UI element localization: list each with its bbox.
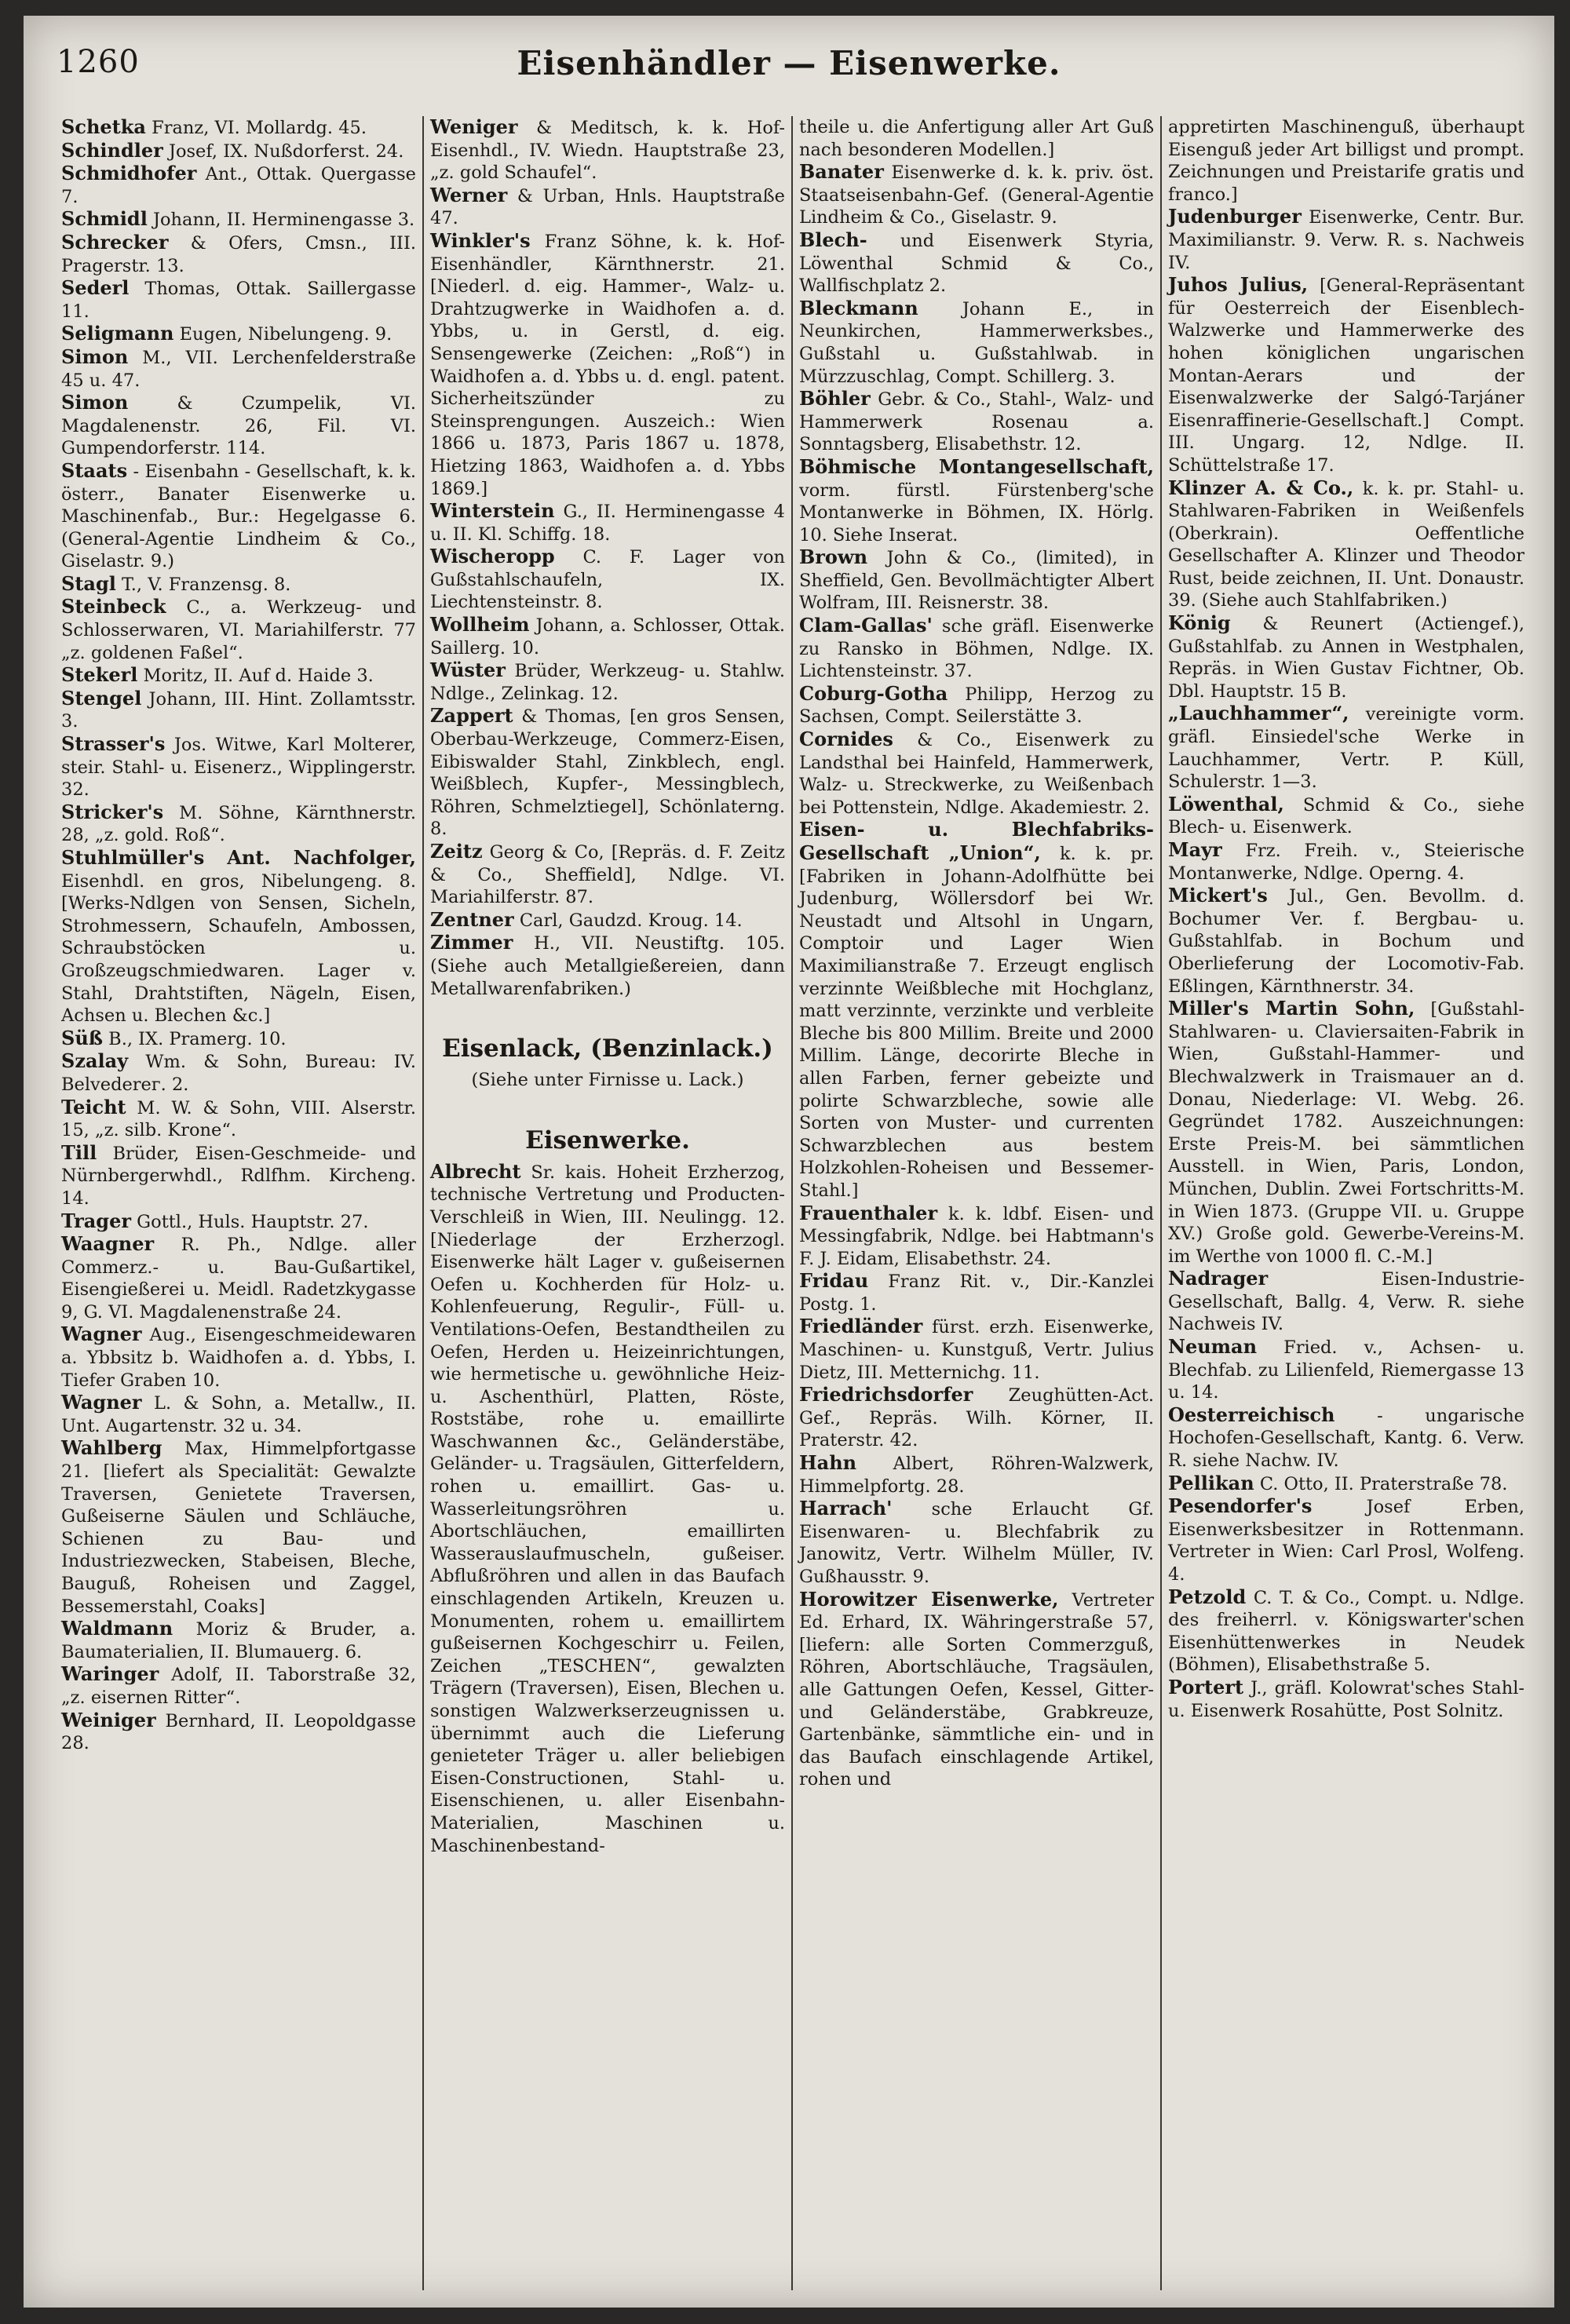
entry-details: Thomas, Ottak. Saillergasse 11. xyxy=(61,279,417,322)
entry-details: Jul., Gen. Bevollm. d. Bochumer Ver. f. Bergbau- u. Gußstahlfab. in Bochum und Oberlieferung der Locomotiv-Fab. Eßlingen, Kärnthnerstr. 34. xyxy=(1168,886,1524,997)
entry-name: Zimmer xyxy=(430,931,513,954)
entry-details: Ant., Ottak. Quergasse 7. xyxy=(61,164,416,207)
entry-details: Bernhard, II. Leopoldgasse 28. xyxy=(61,1710,416,1754)
entry-details: Johann E., in Neunkirchen, Hammerwerksbes., Gußstahl u. Gußstahlwab. in Mürzzuschlag, Compt. Schillerg. 3. xyxy=(799,298,1154,387)
directory-entry xyxy=(1168,477,1524,613)
directory-entry xyxy=(1168,274,1524,476)
entry-details: Brüder, Werkzeug- u. Stahlw. Ndlge., Zelinkag. 12. xyxy=(430,661,785,704)
entry-details: sche gräfl. Eisenwerke zu Ransko in Böhmen, Ndlge. IX. Lichtensteinstr. 37. xyxy=(799,616,1154,682)
directory-entry xyxy=(61,277,416,323)
entry-name: Zappert xyxy=(430,704,513,728)
column-4 xyxy=(1162,116,1531,2290)
entry-name: Brown xyxy=(799,545,868,569)
directory-entry xyxy=(1168,116,1524,206)
entry-name: Waldmann xyxy=(61,1617,173,1640)
directory-entry xyxy=(1168,1676,1524,1722)
entry-name: Stagl xyxy=(61,571,116,595)
entry-details: und Eisenwerk Styria, Löwenthal Schmid & Co., Wallfischplatz 2. xyxy=(799,230,1155,297)
directory-entry xyxy=(430,705,785,841)
entry-name: Schmidhofer xyxy=(61,162,197,185)
entry-name: Coburg-Gotha xyxy=(799,681,948,705)
entry-name: Wahlberg xyxy=(61,1436,162,1460)
entry-name: Weniger xyxy=(430,116,518,138)
entry-name: Szalay xyxy=(61,1049,129,1073)
directory-entry xyxy=(61,1096,416,1142)
entry-details: M. W. & Sohn, VIII. Alserstr. 15, „z. silb. Krone“. xyxy=(61,1097,416,1141)
entry-name: Teicht xyxy=(61,1095,126,1118)
directory-entry xyxy=(61,733,416,801)
entry-name: Wagner xyxy=(61,1391,142,1414)
entry-details: - Eisenbahn - Gesellschaft, k. k. österr., Banater Eisenwerke u. Maschinenfab., Bur.: Hegelgasse 6. (General-Agentie Lindheim & Co., Giselastr. 9.) xyxy=(61,461,416,572)
entry-name: Stekerl xyxy=(61,663,138,687)
columns xyxy=(55,116,1531,2290)
directory-entry xyxy=(61,1210,416,1234)
entry-details: Schmid & Co., siehe Blech- u. Eisenwerk. xyxy=(1168,794,1524,838)
entry-details: C. T. & Co., Compt. u. Ndlge. des freiherrl. v. Königswarter'schen Eisenhüttenwerkes in Neudek (Böhmen), Elisabethstraße 5. xyxy=(1168,1587,1524,1676)
entry-name: Stengel xyxy=(61,686,142,710)
directory-entry xyxy=(61,1323,416,1392)
entry-details: Johann, a. Schlosser, Ottak. Saillerg. 10. xyxy=(430,615,786,659)
entry-name: Werner xyxy=(430,183,508,206)
entry-name: Schmidl xyxy=(61,207,148,231)
entry-name: Klinzer A. & Co., xyxy=(1168,476,1354,499)
directory-entry xyxy=(1168,794,1524,839)
page-number: 1260 xyxy=(57,44,140,80)
entry-details: Jos. Witwe, Karl Molterer, steir. Stahl- u. Eisenerz., Wipplingerstr. 32. xyxy=(61,735,416,801)
entry-details: Eugen, Nibelungeng. 9. xyxy=(179,324,392,345)
entry-name: Simon xyxy=(61,391,129,414)
entry-details: appretirten Maschinenguß, überhaupt Eisenguß jeder Art billigst und prompt. Zeichnungen und Preistarife gratis und franco.] xyxy=(1168,117,1524,205)
entry-name: Zeitz xyxy=(430,840,483,863)
entry-name: Mickert's xyxy=(1168,884,1268,907)
running-title: Eisenhändler — Eisenwerke. xyxy=(517,44,1061,82)
entry-details: Frz. Freih. v., Steierische Montanwerke, Ndlge. Operng. 4. xyxy=(1168,841,1524,884)
directory-entry xyxy=(61,1392,416,1437)
entry-name: Waringer xyxy=(61,1662,159,1686)
entry-name: Judenburger xyxy=(1168,205,1302,228)
entry-name: Steinbeck xyxy=(61,595,166,618)
directory-entry xyxy=(61,162,416,208)
directory-entry xyxy=(799,683,1154,728)
directory-entry xyxy=(1168,702,1524,793)
entry-details: Philipp, Herzog zu Sachsen, Compt. Seilerstätte 3. xyxy=(799,684,1154,728)
directory-entry xyxy=(799,1202,1154,1271)
entry-name: Trager xyxy=(61,1209,132,1232)
entry-details: [Gußstahl-Stahlwaren- u. Claviersaiten-Fabrik in Wien, Gußstahl-Hammer- und Blechwalzwerk in Traismauer an d. Donau, Niederlage: VI. Webg. 26. Gegründet 1782. Auszeichnungen: Erste Preis-M. bei sämmtlichen Ausstell. in Wien, Paris, London, München, Dublin. Zwei Fortschritts-M. in Wien 1873. (Gruppe VII. u. Gruppe XV.) Große gold. Gewerbe-Vereins-M. im Werthe von 1000 fl. C.-M.] xyxy=(1168,999,1524,1267)
entry-details: G., II. Herminengasse 4 u. II. Kl. Schiffg. 18. xyxy=(430,502,785,545)
entry-details: vereinigte vorm. gräfl. Einsiedel'sche Werke in Lauchhammer, Vertr. P. Küll, Schulerstr. 1—3. xyxy=(1168,704,1524,793)
entry-details: Wm. & Sohn, Bureau: IV. Belvederег. 2. xyxy=(61,1052,416,1095)
directory-entry xyxy=(430,841,785,909)
entry-name: Winterstein xyxy=(430,499,555,523)
section-note-eisenlack: (Siehe unter Firnisse u. Lack.) xyxy=(471,1070,744,1091)
entry-name: Böhmische Montangesellschaft, xyxy=(799,454,1154,478)
directory-entry xyxy=(430,545,785,614)
directory-entry xyxy=(799,1270,1154,1315)
entry-details: Eisenwerke, Centr. Bur. Maximilianstr. 9. Verw. R. s. Nachweis IV. xyxy=(1168,207,1525,273)
directory-entry xyxy=(1168,1268,1524,1336)
directory-entry xyxy=(61,140,416,163)
directory-entry xyxy=(61,596,416,664)
entry-details: J., gräfl. Kolowrat'sches Stahl- u. Eisenwerk Rosahütte, Post Solnitz. xyxy=(1168,1677,1524,1721)
directory-entry xyxy=(61,1618,416,1663)
directory-entry xyxy=(799,388,1154,456)
entry-details: & Reunert (Actiengef.), Gußstahlfab. zu Annen in Westphalen, Repräs. in Wien Gustav Fichtner, Ob. Dbl. Hauptstr. 15 B. xyxy=(1168,614,1525,702)
directory-entry xyxy=(430,116,785,184)
directory-entry xyxy=(61,847,416,1027)
entry-name: Strasser's xyxy=(61,732,166,756)
directory-entry xyxy=(61,1142,416,1210)
entry-name: Wischeropp xyxy=(430,545,555,568)
entry-details: & Urban, Hnls. Hauptstraße 47. xyxy=(430,185,785,229)
entry-details: Gebr. & Co., Stahl-, Walz- und Hammerwerk Rosenau a. Sonntagsberg, Elisabethstr. 12. xyxy=(799,389,1155,455)
entry-details: John & Co., (limited), in Sheffield, Gen. Bevollmächtigter Albert Wolfram, III. Reisnerstr. 38. xyxy=(799,548,1154,614)
entry-name: Bleckmann xyxy=(799,296,918,319)
entry-details: Josef Erben, Eisenwerksbesitzer in Rottenmann. Vertreter in Wien: Carl Prosl, Wolfeng. 4. xyxy=(1168,1497,1525,1585)
entry-details: k. k. pr. [Fabriken in Johann-Adolfhütte bei Judenburg, Wöllersdorf bei Wr. Neustadt und Altsohl in Ungarn, Comptoir und Lager Wien Maximilianstraße 7. Erzeugt englisch verzinnte Weißbleche mit Hochglanz, matt verzinnte, verzinkte und verbleite Bleche bis 800 Millim. Breite und 2000 Millim. Länge, decorirte Bleche in allen Farben, ferner gebeizte und polirte Schwarzbleche, sowie alle Sorten von Muster- und currenten Schwarzblechen aus bestem Holzkohlen-Roheisen und Bessemer-Stahl.] xyxy=(799,844,1155,1201)
directory-entry xyxy=(799,1384,1154,1452)
entry-details: Aug., Eisengeschmeidewaren a. Ybbsitz b. Waidhofen a. d. Ybbs, I. Tiefer Graben 10. xyxy=(61,1325,417,1391)
directory-entry xyxy=(1168,612,1524,702)
entry-details: & Ofers, Cmsn., III. Pragerstr. 13. xyxy=(61,232,416,276)
entry-name: Zentner xyxy=(430,907,514,931)
entry-name: „Lauchhammer“, xyxy=(1168,702,1349,725)
directory-entry xyxy=(61,688,416,733)
entry-details: Eisenwerke d. k. k. priv. öst. Staatseisenbahn-Gef. (General-Agentie Lindheim & Co., Giselastr. 9. xyxy=(799,162,1154,228)
entry-name: Löwenthal, xyxy=(1168,792,1284,815)
entry-details: Franz Söhne, k. k. Hof-Eisenhändler, Kärnthnerstr. 21. [Niederl. d. eig. Hammer-, Walz- u. Drahtzugwerke in Waidhofen a. d. Ybbs, u. in Gerstl, d. eig. Sensengewerke (Zeichen: „Roß“) in Waidhofen a. d. Ybbs u. d. engl. patent. Sicherheitszünder zu Steinsprengungen. Auszeich.: Wien 1866 u. 1873, Paris 1867 u. 1878, Hietzing 1863, Waidhofen a. d. Ybbs 1869.] xyxy=(430,231,786,499)
directory-entry xyxy=(1168,1495,1524,1585)
page-header xyxy=(24,44,1554,99)
entry-name: Stricker's xyxy=(61,800,164,823)
directory-entry xyxy=(61,116,416,140)
directory-entry xyxy=(1168,206,1524,274)
entry-name: Miller's Martin Sohn, xyxy=(1168,997,1415,1020)
directory-entry xyxy=(799,1315,1154,1384)
column-2-entries xyxy=(430,116,785,1000)
directory-entry xyxy=(799,229,1154,297)
entry-name: Portert xyxy=(1168,1675,1244,1698)
directory-entry xyxy=(799,728,1154,819)
entry-details: [General-Repräsentant für Oesterreich der Eisenblech-Walzwerke und Hammerwerke des hohen königlichen ungarischen Montan-Aerars und der Eisenwalzwerke der Salgó-Tarjáner Eisenraffinerie-Gesellschaft.] Compt. III. Ungarg. 12, Ndlge. II. Schüttelstraße 17. xyxy=(1168,275,1524,476)
entry-details: Albert, Röhren-Walzwerk, Himmelpfortg. 28. xyxy=(799,1454,1154,1497)
entry-name: Schrecker xyxy=(61,230,169,254)
entry-details: k. k. pr. Stahl- u. Stahlwaren-Fabriken in Weißenfels (Oberkrain). Oeffentliche Gesellschafter A. Klinzer und Theodor Rust, beide zeichnen, II. Unt. Donaustr. 39. (Siehe auch Stahlfabriken.) xyxy=(1168,478,1524,611)
directory-entry xyxy=(61,208,416,232)
directory-entry xyxy=(799,546,1154,615)
directory-page xyxy=(24,16,1554,2308)
entry-details: Carl, Gaudzd. Kroug. 14. xyxy=(519,910,743,931)
entry-name: Waagner xyxy=(61,1232,155,1256)
entry-details: Sr. kais. Hoheit Erzherzog, technische Vertretung und Producten-Verschleiß in Wien, III. Neulingg. 12. [Niederlage der Erzherzogl. Eisenwerke hält Lager v. gußeisernen Oefen u. Kochherden für Holz- u. Kohlenfeuerung, Regulir-, Füll- u. Ventilations-Oefen, Bestandtheilen zu Oefen, Herden u. Heizeinrichtungen, wie hermetische u. gewöhnliche Heiz- u. Aschenthürl, Platten, Röste, Roststäbe, rohe u. emaillirte Waschwannen &c., Geländerstäbe, Geländer- u. Tragsäulen, Gitterfeldern, rohen u. emaillirt. Gas- u. Wasserleitungsröhren u. Abortschläuchen, emaillirten Wasserauslaufmuscheln, gußeiser. Abflußröhren und allen in das Baufach einschlagenden Artikeln, Kreuzen u. Monumenten, rohem u. emaillirtem gußeisernen Kochgeschirr u. Feilen, Zeichen „TESCHEN“, gewalzten Trägern (Traversen), Eisen, Blechen u. sonstigen Walzwerkserzeugnissen u. übernimmt auch die Lieferung genieteter Träger u. aller beliebigen Eisen-Constructionen, Stahl- u. Eisenschienen, u. aller Eisenbahn-Materialien, Maschinen u. Maschinenbestand- xyxy=(430,1162,786,1856)
directory-entry xyxy=(61,664,416,688)
entry-name: Oesterreichisch xyxy=(1168,1403,1335,1426)
directory-entry xyxy=(61,1663,416,1709)
directory-entry xyxy=(799,1452,1154,1498)
directory-entry xyxy=(430,500,785,545)
directory-entry xyxy=(61,232,416,277)
entry-name: Weiniger xyxy=(61,1708,156,1731)
directory-entry xyxy=(799,615,1154,683)
entry-name: Clam-Gallas' xyxy=(799,614,933,637)
directory-entry xyxy=(430,909,785,932)
entry-details: Brüder, Eisen-Geschmeide- und Nürnbergerwhdl., Rdlfhm. Kircheng. 14. xyxy=(61,1143,416,1209)
directory-entry xyxy=(61,1709,416,1755)
column-2-werke-entries xyxy=(430,1161,785,1857)
entry-name: Simon xyxy=(61,345,129,368)
entry-name: Süß xyxy=(61,1026,104,1049)
directory-entry xyxy=(799,161,1154,229)
entry-name: Schetka xyxy=(61,116,146,138)
directory-entry xyxy=(799,456,1154,546)
directory-entry xyxy=(430,932,785,1000)
entry-details: Zeughütten-Act. Gef., Repräs. Wilh. Körner, II. Praterstr. 42. xyxy=(799,1385,1154,1451)
directory-entry xyxy=(61,460,416,573)
entry-name: Till xyxy=(61,1140,97,1164)
entry-name: Pesendorfer's xyxy=(1168,1494,1313,1518)
directory-entry xyxy=(430,659,785,705)
entry-name: Wüster xyxy=(430,659,506,682)
column-1 xyxy=(55,116,424,2290)
entry-name: Petzold xyxy=(1168,1585,1247,1608)
directory-entry xyxy=(1168,839,1524,885)
entry-details: Josef, IX. Nußdorferst. 24. xyxy=(168,140,404,162)
entry-details: H., VII. Neustiftg. 105. (Siehe auch Metallgießereien, dann Metallwarenfabriken.) xyxy=(430,933,785,999)
entry-details: L. & Sohn, a. Metallw., II. Unt. Augartenstr. 32 u. 34. xyxy=(61,1393,416,1436)
entry-details: Gottl., Huls. Hauptstr. 27. xyxy=(137,1211,369,1232)
directory-entry xyxy=(430,184,785,230)
entry-details: Fried. v., Achsen- u. Blechfab. zu Lilienfeld, Riemergasse 13 u. 14. xyxy=(1168,1337,1524,1403)
entry-name: Banater xyxy=(799,160,884,184)
directory-entry xyxy=(799,297,1154,388)
directory-entry xyxy=(61,573,416,597)
entry-details: - ungarische Hochofen-Gesellschaft, Kantg. 6. Verw. R. siehe Nachw. IV. xyxy=(1168,1405,1524,1472)
entry-name: Stuhlmüller's Ant. Nachfolger, xyxy=(61,846,416,869)
entry-name: Neuman xyxy=(1168,1335,1258,1359)
entry-details: & Co., Eisenwerk zu Landsthal bei Hainfeld, Hammerwerk, Walz- u. Streckwerke, zu Weißenbach bei Pottenstein, Ndlge. Akademiestr. 2. xyxy=(799,730,1154,818)
entry-details: Moritz, II. Auf d. Haide 3. xyxy=(143,666,374,687)
entry-details: sche Erlaucht Gf. Eisenwaren- u. Blechfabrik zu Janowitz, Vertr. Wilhelm Müller, IV. Gußhausstr. 9. xyxy=(799,1499,1155,1587)
entry-details: k. k. ldbf. Eisen- und Messingfabrik, Ndlge. bei Habtmann's F. J. Eidam, Elisabethstr. 24. xyxy=(799,1203,1154,1269)
entry-name: Wollheim xyxy=(430,613,530,637)
directory-entry xyxy=(799,1589,1154,1791)
directory-entry xyxy=(61,1437,416,1618)
entry-details: & Meditsch, k. k. Hof-Eisenhdl., IV. Wiedn. Hauptstraße 23, „z. gold Schaufel“. xyxy=(430,118,785,184)
entry-details: C. Otto, II. Praterstraße 78. xyxy=(1259,1473,1508,1494)
entry-name: Sederl xyxy=(61,276,130,300)
entry-details: Georg & Co, [Repräs. d. F. Zeitz & Co., Sheffield], Ndlge. VI. Mariahilferstr. 87. xyxy=(430,842,785,908)
directory-entry xyxy=(1168,1404,1524,1472)
directory-entry xyxy=(430,230,785,500)
directory-entry xyxy=(1168,1472,1524,1496)
entry-details: Vertreter Ed. Erhard, IX. Währingerstraße 57, [liefern: alle Sorten Commerzguß, Röhren, Abortschläuche, Tragsäulen, alle Gattungen Oefen, Kessel, Gitter- und Geländerstäbe, Grabkreuze, Gartenbänke, sämmtliche ein- und in das Baufach einschlagende Artikel, rohen und xyxy=(799,1589,1154,1790)
entry-name: Nadrager xyxy=(1168,1267,1269,1290)
directory-entry xyxy=(1168,885,1524,998)
entry-name: Mayr xyxy=(1168,838,1222,861)
entry-details: R. Ph., Ndlge. aller Commerz.- u. Bau-Gußartikel, Eisengießerei u. Meidl. Radetzkygasse 9, G. VI. Magdalenenstraße 24. xyxy=(61,1235,416,1323)
entry-details: Franz, VI. Mollardg. 45. xyxy=(152,118,367,138)
entry-name: König xyxy=(1168,611,1231,635)
directory-entry xyxy=(1168,998,1524,1268)
directory-entry xyxy=(430,1161,785,1857)
entry-name: Böhler xyxy=(799,387,871,410)
directory-entry xyxy=(1168,1336,1524,1404)
entry-details: theile u. die Anfertigung aller Art Guß nach besonderen Modellen.] xyxy=(799,117,1154,160)
entry-details: Adolf, II. Taborstraße 32, „z. eisernen Ritter“. xyxy=(61,1665,416,1708)
directory-entry xyxy=(61,323,416,346)
entry-details: & Thomas, [en gros Sensen, Oberbau-Werkzeuge, Commerz-Eisen, Eibiswalder Stahl, Zinkblech, engl. Weißblech, Kupfer-, Messingblech, Röhren, Schmelztiegel], Schönlaterng. 8. xyxy=(430,706,785,840)
directory-entry xyxy=(799,116,1154,161)
entry-details: Johann, II. Herminengasse 3. xyxy=(152,210,415,231)
entry-name: Juhos Julius, xyxy=(1168,273,1309,297)
entry-details: M. Söhne, Kärnthnerstr. 28, „z. gold. Roß“. xyxy=(61,802,416,846)
entry-details: M., VII. Lerchenfelderstraße 45 u. 47. xyxy=(61,347,416,391)
entry-name: Eisen- u. Blechfabriks-Gesellschaft „Union“, xyxy=(799,818,1154,864)
directory-entry xyxy=(61,1050,416,1096)
entry-details: T., V. Franzensg. 8. xyxy=(122,574,291,595)
directory-entry xyxy=(61,801,416,847)
directory-entry xyxy=(1168,1586,1524,1676)
entry-details: Eisenhdl. en gros, Nibelungeng. 8. [Werks-Ndlgen von Sensen, Sicheln, Strohmessern, Schaufeln, Ambossen, Schraubstöcken u. Großzeugschmiedwaren. Lager v. Stahl, Drahtstiften, Nägeln, Eisen, Achsen u. Blechen &c.] xyxy=(61,870,416,1027)
entry-name: Winkler's xyxy=(430,228,531,252)
entry-name: Blech- xyxy=(799,228,867,251)
directory-entry xyxy=(799,1498,1154,1588)
directory-entry xyxy=(799,819,1154,1202)
entry-details: Max, Himmelpfortgasse 21. [liefert als Specialität: Gewalzte Traversen, Genietete Traversen, Gußeiserne Säulen und Schläuche, Schienen zu Bau- und Industriezwecken, Stabeisen, Bleche, Bauguß, Roheisen und Zaggel, Bessemerstahl, Coaks] xyxy=(61,1439,416,1617)
entry-details: C., a. Werkzeug- und Schlosserwaren, VI. Mariahilferstr. 77 „z. goldenen Faßel“. xyxy=(61,597,416,663)
entry-details: B., IX. Pramerg. 10. xyxy=(108,1028,287,1049)
column-2 xyxy=(424,116,793,2290)
directory-entry xyxy=(61,392,416,460)
entry-name: Horowitzer Eisenwerke, xyxy=(799,1587,1059,1611)
entry-details: & Czumpelik, VI. Magdalenenstr. 26, Fil. VI. Gumpendorferstr. 114. xyxy=(61,393,417,459)
section-title-eisenwerke: Eisenwerke. xyxy=(525,1126,690,1155)
entry-details: Moriz & Bruder, a. Baumaterialien, II. Blumauerg. 6. xyxy=(61,1619,416,1662)
entry-details: Franz Rit. v., Dir.-Kanzlei Postg. 1. xyxy=(799,1271,1155,1315)
directory-entry xyxy=(61,1233,416,1323)
entry-name: Seligmann xyxy=(61,322,174,345)
entry-details: C. F. Lager von Gußstahlschaufeln, IX. Liechtensteinstr. 8. xyxy=(430,547,785,613)
entry-name: Fridau xyxy=(799,1269,869,1293)
entry-name: Albrecht xyxy=(430,1159,521,1183)
entry-name: Wagner xyxy=(61,1323,142,1346)
entry-details: fürst. erzh. Eisenwerke, Maschinen- u. Kunstguß, Vertr. Julius Dietz, III. Metternichg. 11. xyxy=(799,1317,1155,1383)
entry-name: Pellikan xyxy=(1168,1471,1254,1494)
entry-name: Cornides xyxy=(799,728,893,751)
entry-name: Harrach' xyxy=(799,1497,893,1520)
entry-name: Friedländer xyxy=(799,1315,923,1338)
column-3 xyxy=(793,116,1162,2290)
directory-entry xyxy=(430,614,785,659)
entry-name: Frauenthaler xyxy=(799,1201,938,1224)
entry-details: Eisen-Industrie-Gesellschaft, Ballg. 4, Verw. R. siehe Nachweis IV. xyxy=(1168,1269,1524,1335)
entry-name: Hahn xyxy=(799,1451,857,1475)
section-title-eisenlack: Eisenlack, (Benzinlack.) xyxy=(442,1034,773,1063)
directory-entry xyxy=(61,346,416,392)
entry-name: Staats xyxy=(61,458,128,482)
entry-details: Johann, III. Hint. Zollamtsstr. 3. xyxy=(61,688,416,732)
entry-details: vorm. fürstl. Fürstenberg'sche Montanwerke in Böhmen, IX. Hörlg. 10. Siehe Inserat. xyxy=(799,480,1154,545)
directory-entry xyxy=(61,1027,416,1051)
entry-name: Friedrichsdorfer xyxy=(799,1383,973,1406)
entry-name: Schindler xyxy=(61,138,163,162)
